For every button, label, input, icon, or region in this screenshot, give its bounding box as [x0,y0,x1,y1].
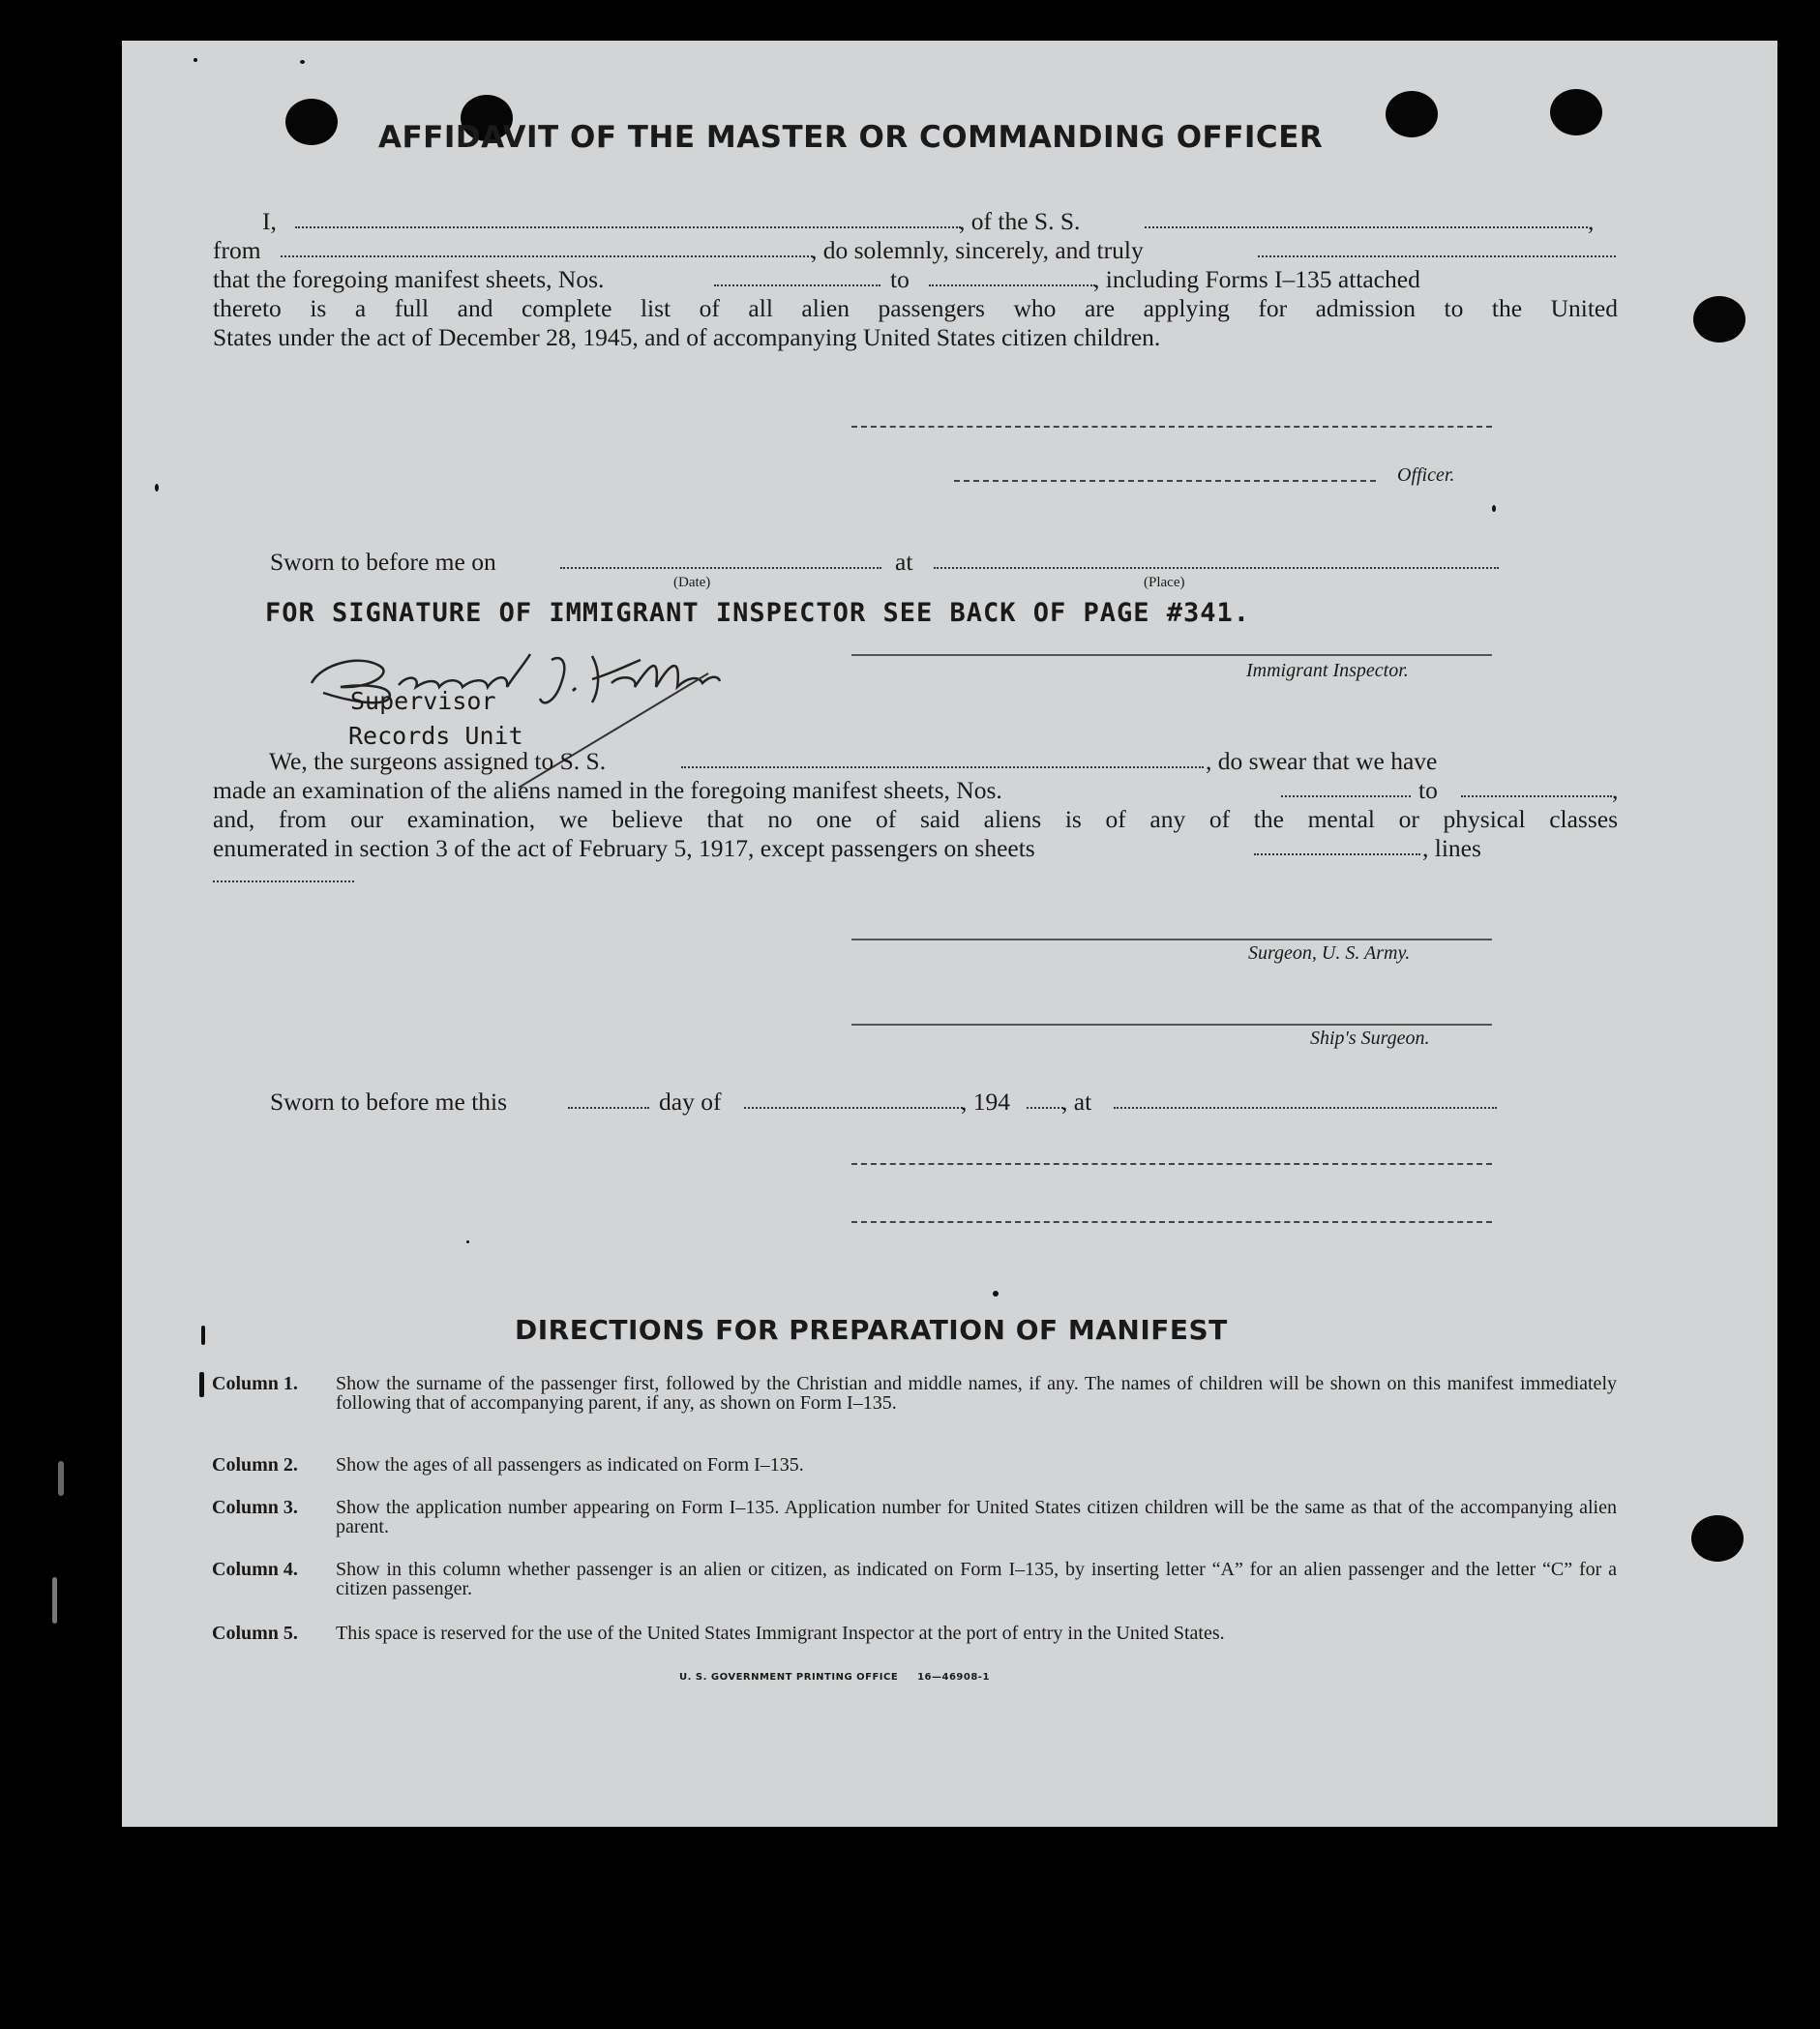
sheet-from-blank [714,275,880,286]
punch-hole [1693,296,1745,343]
sheets-blank [1254,844,1420,855]
speck [155,484,159,492]
direction-text: Show in this column whether passenger is an alien or citizen, as indicated on Form I–135, by inserting letter “A” for an alien passenger and the letter “C” for a citizen passenger. [336,1559,1617,1599]
officer-caption: Officer. [1397,464,1455,486]
speck [201,1326,205,1345]
affidavit-title: AFFIDAVIT OF THE MASTER OR COMMANDING OFFICER [378,120,1324,155]
exam-from-blank [1281,786,1411,797]
scan-noise [58,1461,64,1496]
document-page [122,41,1777,1827]
surgeons-assigned-text: We, the surgeons assigned to S. S. [269,747,607,775]
punch-hole [1550,89,1602,135]
direction-column-2 [212,1455,1617,1477]
speck [1492,505,1496,512]
enumerated-text: enumerated in section 3 of the act of February 5, 1917, except passengers on sheets [213,834,1035,862]
solemnly-text: , do solemnly, sincerely, and truly [811,236,1144,264]
speck [993,1291,999,1297]
sworn-this-label: Sworn to before me this [270,1088,508,1116]
direction-column-5 [212,1624,1617,1664]
speck [300,60,305,64]
truly-blank [1258,246,1616,257]
day-of-label: day of [659,1088,722,1116]
examination-text: made an examination of the aliens named in the foregoing manifest sheets, Nos. [213,776,1002,804]
ship-surgeon-caption: Ship's Surgeon. [1310,1028,1430,1049]
surgeon-ship-blank [681,757,1204,768]
exam-to-blank [1461,786,1612,797]
direction-label: Column 4. [212,1559,298,1580]
punch-hole [1386,91,1438,137]
speck [194,58,197,62]
comma: , [1612,776,1619,804]
officer-signature-line [954,480,1376,482]
directions-title: DIRECTIONS FOR PREPARATION OF MANIFEST [515,1314,1228,1346]
year-label: , 194 [961,1088,1010,1116]
signature-title-1: Supervisor [350,687,496,715]
lines-blank [213,871,354,882]
inspector-caption: Immigrant Inspector. [1246,660,1409,681]
inspector-signature-line [851,654,1492,656]
place-label: (Place) [1144,575,1185,590]
date-blank [560,557,881,569]
day-blank [568,1097,649,1109]
date-label: (Date) [673,575,711,590]
place-blank [934,557,1499,569]
lines-text: , lines [1422,834,1481,862]
affidavit-line-4: thereto is a full and complete list of all alien passengers who are applying for admission to the United [213,294,1618,322]
typed-inspector-note: FOR SIGNATURE OF IMMIGRANT INSPECTOR SEE BACK OF PAGE #341. [265,598,1251,628]
exam-to-label: to [1418,776,1438,804]
ship-blank [1145,217,1588,228]
speck [466,1240,469,1243]
to-label: to [890,265,910,293]
direction-label: Column 2. [212,1454,298,1476]
army-surgeon-line [851,939,1492,940]
affidavit-i-label: I, [262,207,277,235]
direction-text: Show the ages of all passengers as indicated on Form I–135. [336,1454,804,1476]
manifest-sheets-text: that the foregoing manifest sheets, Nos. [213,265,605,293]
printing-office-footer: U. S. GOVERNMENT PRINTING OFFICE 16—46908-1 [679,1672,990,1683]
signature-title-2: Records Unit [348,722,523,750]
at-label-2: , at [1061,1088,1092,1116]
forms-attached-text: , including Forms I–135 attached [1093,265,1420,293]
year-blank [1027,1097,1063,1109]
sheet-to-blank [929,275,1095,286]
signature-line [851,426,1492,428]
direction-text: This space is reserved for the use of the United States Immigrant Inspector at the port of entry in the United States. [336,1623,1225,1644]
place-blank-2 [1114,1097,1497,1109]
scan-noise [52,1577,57,1624]
swear-text: , do swear that we have [1206,747,1438,775]
direction-column-1 [212,1374,1617,1434]
ship-surgeon-line [851,1024,1492,1026]
from-label: from [213,236,261,264]
sworn-label: Sworn to before me on [270,548,496,576]
direction-label: Column 5. [212,1623,298,1644]
comma: , [1588,207,1595,235]
direction-label: Column 3. [212,1497,298,1518]
direction-text: Show the surname of the passenger first, followed by the Christian and middle names, if any. The names of children will be shown on this manifest immediately following that of accompanying parent, if any, as shown on Form I–135. [336,1373,1617,1414]
signature-line [851,1221,1492,1223]
direction-column-4 [212,1560,1617,1600]
punch-hole [1691,1515,1744,1562]
name-blank [295,217,961,228]
direction-column-3 [212,1498,1617,1538]
ss-label: , of the S. S. [959,207,1081,235]
direction-label: Column 1. [212,1373,298,1394]
direction-text: Show the application number appearing on Form I–135. Application number for United States citizen children will be the same as that of the accompanying alien parent. [336,1497,1617,1537]
speck [199,1372,204,1397]
at-label: at [895,548,913,576]
signature-line [851,1163,1492,1165]
month-blank [744,1097,963,1109]
from-blank [281,246,813,257]
punch-hole [285,99,338,145]
surgeons-line-3: and, from our examination, we believe that no one of said aliens is of any of the mental or physical classes [213,805,1618,833]
affidavit-line-5: States under the act of December 28, 1945, and of accompanying United States citizen children. [213,323,1161,351]
army-surgeon-caption: Surgeon, U. S. Army. [1248,942,1411,964]
